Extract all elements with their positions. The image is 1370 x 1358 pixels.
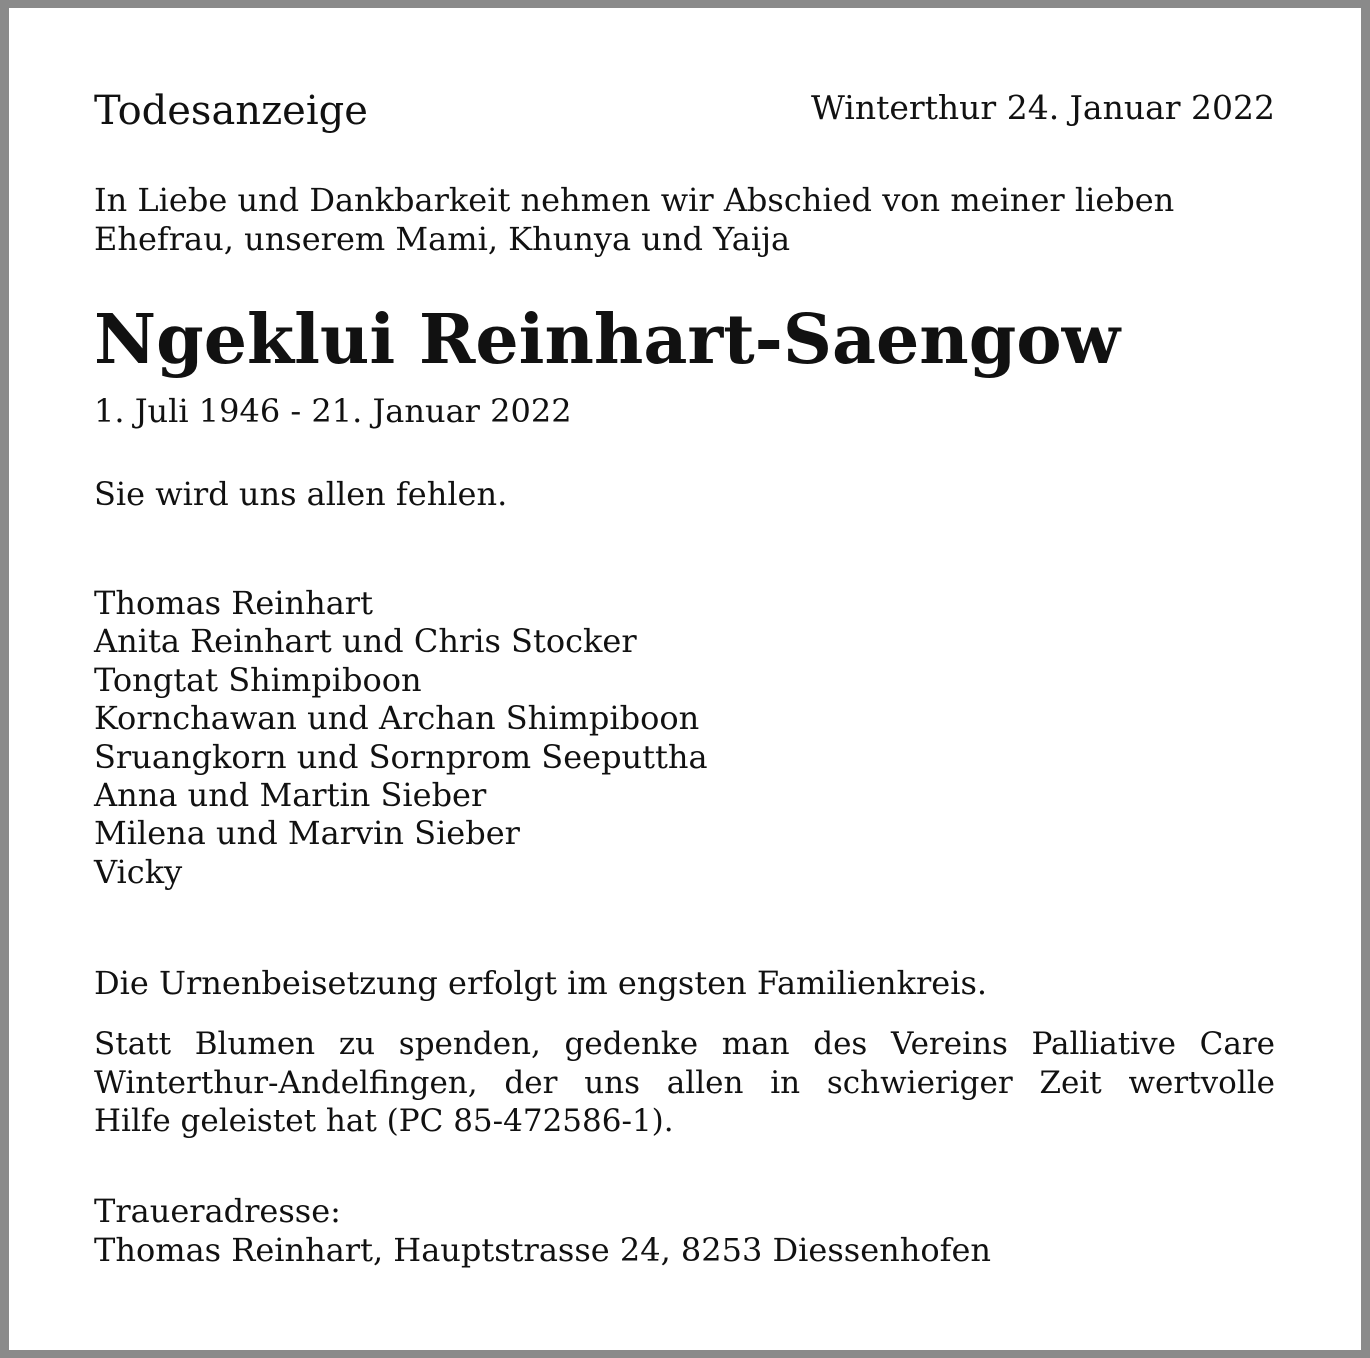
donation-line: Statt Blumen zu spenden, gedenke man des Vereins Palliative Care [94, 1026, 1275, 1062]
mourner-name: Anna und Martin Sieber [94, 776, 487, 815]
mourner-name: Tongtat Shimpiboon [94, 660, 422, 699]
intro-text [94, 181, 1174, 259]
intro-line: In Liebe und Dankbarkeit nehmen wir Abschied von meiner lieben [94, 181, 1175, 219]
mourner-name: Anita Reinhart und Chris Stocker [94, 622, 637, 661]
place-and-date: Winterthur 24. Januar 2022 [810, 88, 1275, 127]
closing-line: Sie wird uns allen fehlen. [94, 475, 508, 513]
donation-line: Hilfe geleistet hat (PC 85-472586-1). [94, 1103, 674, 1139]
donation-note [94, 1025, 1275, 1141]
obituary-page [9, 8, 1361, 1350]
address-label: Traueradresse: [94, 1192, 341, 1230]
donation-line: Winterthur-Andelfingen, der uns allen in schwieriger Zeit wertvolle [94, 1064, 1275, 1101]
mourner-name: Kornchawan und Archan Shimpiboon [94, 699, 700, 738]
lifespan-dates: 1. Juli 1946 - 21. Januar 2022 [94, 392, 572, 430]
address-line: Thomas Reinhart, Hauptstrasse 24, 8253 Diessenhofen [94, 1231, 991, 1269]
mourner-name: Thomas Reinhart [94, 584, 373, 622]
notice-type-heading: Todesanzeige [94, 88, 368, 134]
burial-note: Die Urnenbeisetzung erfolgt im engsten Familienkreis. [94, 964, 988, 1002]
mourner-name: Vicky [94, 852, 183, 891]
deceased-name: Ngeklui Reinhart-Saengow [94, 300, 1121, 380]
mourner-name: Milena und Marvin Sieber [94, 814, 520, 853]
mourners-list [94, 584, 708, 891]
mourner-name: Sruangkorn und Sornprom Seeputtha [94, 737, 708, 776]
intro-line: Ehefrau, unserem Mami, Khunya und Yaija [94, 220, 791, 258]
mourning-address [94, 1192, 991, 1270]
